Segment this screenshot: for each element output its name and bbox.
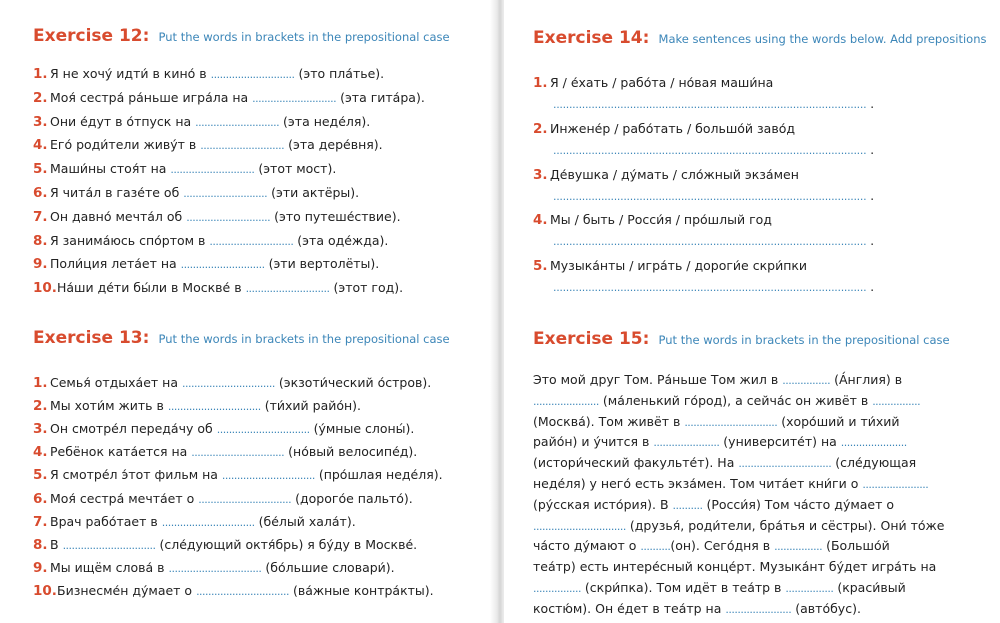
item-text: Я чита́л в газе́те об <box>50 185 180 200</box>
exercise-14-header <box>533 27 993 49</box>
exercise-item <box>33 66 384 83</box>
exercise-item <box>33 161 336 178</box>
item-hint: (эта дере́вня). <box>288 137 383 153</box>
answer-blank: ............................... <box>216 423 310 437</box>
item-hint: (у́мные слоны́). <box>313 421 415 437</box>
answer-blank: ............................ <box>209 234 294 248</box>
answer-line <box>553 97 874 111</box>
exercise-item <box>533 258 807 274</box>
item-number: 2. <box>533 120 548 137</box>
answer-blank: ............................ <box>252 91 337 105</box>
exercise-item <box>33 256 379 273</box>
item-text: Он смотре́л переда́чу об <box>50 421 213 437</box>
item-hint: (эти актёры). <box>271 185 360 200</box>
item-hint: (бе́лый хала́т). <box>258 513 356 529</box>
text-segment: (краси́вый <box>833 579 906 595</box>
exercise-item <box>33 560 395 577</box>
exercise-item <box>33 375 431 392</box>
exercise-15 <box>533 328 993 616</box>
item-text: Поли́ция лета́ет на <box>50 256 177 272</box>
answer-blank: ............................... <box>161 515 255 529</box>
answer-blank: ............................... <box>196 584 289 598</box>
item-number: 8. <box>33 232 48 249</box>
item-hint: (дорого́е пальто́). <box>295 490 413 506</box>
item-text: Ребёнок ката́ется на <box>50 444 188 460</box>
exercise-item <box>33 114 370 131</box>
item-hint: (это пла́тье). <box>298 66 385 81</box>
answer-blank: ............................ <box>195 115 280 129</box>
item-hint: (эти вертолёты). <box>268 256 380 272</box>
exercise-15-instruction: Put the words in brackets in the prepositional case <box>658 333 950 347</box>
item-text: Бизнесме́н ду́мает о <box>57 582 193 598</box>
item-hint: (про́шлая неде́ля). <box>318 467 443 483</box>
answer-blank: ............................ <box>170 163 255 177</box>
exercise-item <box>33 421 414 438</box>
text-line <box>533 370 944 391</box>
answer-line <box>553 143 874 157</box>
item-hint: (бо́льшие словари́). <box>265 559 395 575</box>
text-line <box>533 578 944 599</box>
answer-blank: .......... <box>672 498 703 512</box>
answer-blank: ................ <box>785 581 834 595</box>
answer-blank: ............................... <box>191 446 285 460</box>
item-number: 1. <box>33 66 48 82</box>
item-text: Мы ищём слова́ в <box>50 559 165 575</box>
answer-line <box>553 234 874 248</box>
item-text: Моя́ сестра́ мечта́ет о <box>50 490 195 506</box>
answer-blank: ................ <box>782 374 831 387</box>
item-number: 6. <box>33 490 48 507</box>
item-hint: (этот год). <box>333 280 404 296</box>
exercise-item <box>33 233 388 250</box>
exercise-item <box>33 467 443 484</box>
text-line <box>533 516 944 537</box>
exercise-item <box>33 514 356 531</box>
answer-blank: ...................... <box>533 394 599 408</box>
exercise-15-title: Exercise 15: <box>533 329 650 349</box>
item-text: В <box>50 536 59 552</box>
exercise-12 <box>33 25 483 297</box>
answer-blank: ............................... <box>167 400 261 414</box>
item-hint: (эта неде́ля). <box>283 113 371 129</box>
item-number: 1. <box>533 75 548 91</box>
item-text: Врач рабо́тает в <box>50 513 158 529</box>
exercise-15-header <box>533 328 993 350</box>
answer-line <box>553 280 874 294</box>
exercise-item <box>33 491 413 508</box>
exercise-14 <box>533 27 993 295</box>
exercise-14-instruction: Make sentences using the words below. Add prepositions <box>658 32 987 46</box>
text-segment: (авто́бус). <box>791 600 861 616</box>
text-line <box>533 432 944 453</box>
exercise-12-instruction: Put the words in brackets in the prepositional case <box>158 30 450 44</box>
exercise-item <box>33 185 359 202</box>
answer-line-period: . <box>870 97 874 111</box>
answer-blank: ............................... <box>221 469 315 483</box>
item-hint: (эта гита́ра). <box>340 89 425 105</box>
item-number: 7. <box>33 208 48 225</box>
item-number: 2. <box>33 89 48 106</box>
answer-line-period: . <box>870 234 874 249</box>
text-segment: теа́тр) есть интере́сный конце́рт. Музыка́нт бу́дет игра́ть на <box>533 559 937 575</box>
exercise-13-instruction: Put the words in brackets in the prepositional case <box>158 332 450 346</box>
item-text: Его́ роди́тели живу́т в <box>50 137 197 153</box>
answer-line-period: . <box>870 188 874 203</box>
text-line <box>533 391 944 412</box>
item-hint: (сле́дующий октя́брь) я бу́ду в Москве́. <box>159 536 418 552</box>
item-prompt: Музыка́нты / игра́ть / дороги́е скри́пки <box>550 258 808 274</box>
item-text: Маши́ны стоя́т на <box>50 161 167 177</box>
left-page <box>0 0 496 623</box>
answer-line-dots: .................................................................................................. <box>553 235 867 249</box>
text-line <box>533 599 944 620</box>
item-number: 10. <box>33 582 57 599</box>
item-text: Он давно́ мечта́л об <box>50 208 183 224</box>
answer-blank: ...................... <box>862 477 929 491</box>
text-segment: Это мой друг Том. Ра́ньше Том жил в <box>533 372 783 387</box>
item-number: 1. <box>33 375 48 391</box>
answer-blank: ...................... <box>653 436 720 450</box>
text-segment: (скри́пка). Том идёт в теа́тр в <box>580 579 786 595</box>
answer-blank: ............................ <box>180 258 265 272</box>
answer-blank: ............................ <box>183 187 268 200</box>
answer-line-dots: .................................................................................................. <box>553 98 867 111</box>
answer-line-period: . <box>870 280 874 295</box>
answer-blank: ............................ <box>210 68 295 81</box>
item-number: 3. <box>33 113 48 130</box>
item-number: 3. <box>533 166 548 183</box>
text-line <box>533 557 944 578</box>
item-hint: (эта оде́жда). <box>297 232 389 248</box>
item-text: Я не хочу́ идти́ в кино́ в <box>50 66 207 81</box>
text-segment: костю́м). Он е́дет в теа́тр на <box>533 600 726 616</box>
item-number: 6. <box>33 185 48 201</box>
answer-blank: ................ <box>774 540 823 554</box>
answer-blank: .......... <box>640 540 671 554</box>
answer-blank: ............................... <box>533 519 626 533</box>
right-page <box>504 0 1000 623</box>
item-number: 4. <box>33 444 48 461</box>
text-segment: (ма́ленький го́род), а сейча́с он живёт в <box>598 392 873 408</box>
exercise-12-title: Exercise 12: <box>33 26 150 46</box>
answer-line-dots: .................................................................................................. <box>553 281 867 295</box>
answer-blank: ............................... <box>684 415 778 429</box>
text-line <box>533 495 944 516</box>
item-hint: (ва́жные контра́кты). <box>292 582 434 598</box>
exercise-item <box>533 121 795 137</box>
text-segment: (ру́сская исто́рия). В <box>533 496 673 512</box>
exercise-13-title: Exercise 13: <box>33 328 150 348</box>
answer-blank: ............................... <box>181 377 275 390</box>
answer-blank: ................ <box>533 581 581 595</box>
item-text: Моя́ сестра́ ра́ньше игра́ла на <box>50 89 249 105</box>
answer-blank: ............................... <box>738 457 832 471</box>
item-text: На́ши де́ти бы́ли в Москве́ в <box>57 280 242 296</box>
answer-line-period: . <box>870 142 874 157</box>
exercise-item <box>33 280 403 297</box>
exercise-item <box>33 583 434 600</box>
text-line <box>533 474 944 495</box>
answer-line <box>553 189 874 203</box>
item-text: Я занима́юсь спо́ртом в <box>50 232 206 248</box>
text-segment: неде́ля) у него́ есть экза́мен. Том чита́ет кни́ги о <box>533 475 863 491</box>
text-segment: ча́сто ду́мают о <box>533 538 641 554</box>
answer-blank: ...................... <box>840 436 907 450</box>
answer-blank: ............................ <box>245 282 330 296</box>
answer-blank: ............................... <box>62 538 156 552</box>
exercise-item <box>33 90 425 107</box>
text-segment: (сле́дующая <box>831 455 917 471</box>
item-prompt: Мы / быть / Росси́я / про́шлый год <box>550 212 772 228</box>
text-segment: (он). Сего́дня в <box>670 538 775 554</box>
exercise-15-text <box>533 370 944 620</box>
text-line <box>533 536 944 557</box>
item-hint: (но́вый велосипе́д). <box>288 444 418 460</box>
item-prompt: Инжене́р / рабо́тать / большо́й заво́д <box>550 120 795 136</box>
exercise-12-header <box>33 25 483 47</box>
exercise-item <box>33 209 401 226</box>
answer-blank: ...................... <box>725 602 792 616</box>
item-prompt: Де́вушка / ду́мать / сло́жный экза́мен <box>550 166 799 182</box>
item-prompt: Я / е́хать / рабо́та / но́вая маши́на <box>550 75 774 90</box>
answer-blank: ............................... <box>198 492 292 506</box>
exercise-item <box>533 212 772 228</box>
answer-blank: ............................ <box>186 210 271 224</box>
answer-blank: ............................... <box>168 561 262 575</box>
exercise-item <box>33 137 383 154</box>
text-line <box>533 412 944 433</box>
item-number: 5. <box>33 467 48 484</box>
item-text: Я смотре́л э́тот фильм на <box>50 467 218 483</box>
item-number: 5. <box>33 161 48 178</box>
exercise-item <box>33 537 417 554</box>
answer-blank: ............................ <box>200 139 285 153</box>
answer-blank: ................ <box>872 394 921 408</box>
text-segment: (друзья́, роди́тели, бра́тья и сёстры). Они́ то́же <box>625 517 945 533</box>
exercise-13-header <box>33 327 483 349</box>
exercise-item <box>533 75 773 91</box>
item-text: Мы хоти́м жить в <box>50 398 164 414</box>
exercise-item <box>533 167 799 183</box>
text-segment: (Москва́). Том живёт в <box>533 413 685 429</box>
item-number: 5. <box>533 258 548 275</box>
item-number: 4. <box>33 137 48 154</box>
item-hint: (экзоти́ческий о́стров). <box>278 375 432 390</box>
item-hint: (это путеше́ствие). <box>274 208 401 224</box>
item-number: 7. <box>33 513 48 530</box>
text-segment: (хоро́ший и ти́хий <box>777 413 900 429</box>
item-hint: (ти́хий райо́н). <box>264 398 362 414</box>
answer-line-dots: .................................................................................................. <box>553 189 867 203</box>
item-number: 10. <box>33 280 57 297</box>
item-text: Они е́дут в о́тпуск на <box>50 113 192 129</box>
text-segment: (Большо́й <box>822 538 890 554</box>
exercise-13 <box>33 327 483 599</box>
exercise-item <box>33 398 361 415</box>
exercise-14-title: Exercise 14: <box>533 28 650 48</box>
exercise-item <box>33 444 417 461</box>
item-number: 9. <box>33 559 48 576</box>
item-hint: (этот мост). <box>258 161 337 177</box>
item-number: 9. <box>33 256 48 273</box>
text-segment: (университе́т) на <box>719 434 841 450</box>
item-number: 4. <box>533 212 548 229</box>
item-number: 8. <box>33 536 48 553</box>
answer-line-dots: .................................................................................................. <box>553 143 867 157</box>
text-segment: (Росси́я) Том ча́сто ду́мает о <box>702 496 895 512</box>
item-number: 2. <box>33 398 48 415</box>
text-segment: (А́нглия) в <box>830 372 903 387</box>
text-segment: райо́н) и у́чится в <box>533 434 654 450</box>
text-segment: (истори́ческий факульте́т). На <box>533 455 739 471</box>
item-text: Семья́ отдыха́ет на <box>50 375 178 390</box>
text-line <box>533 453 944 474</box>
item-number: 3. <box>33 421 48 438</box>
